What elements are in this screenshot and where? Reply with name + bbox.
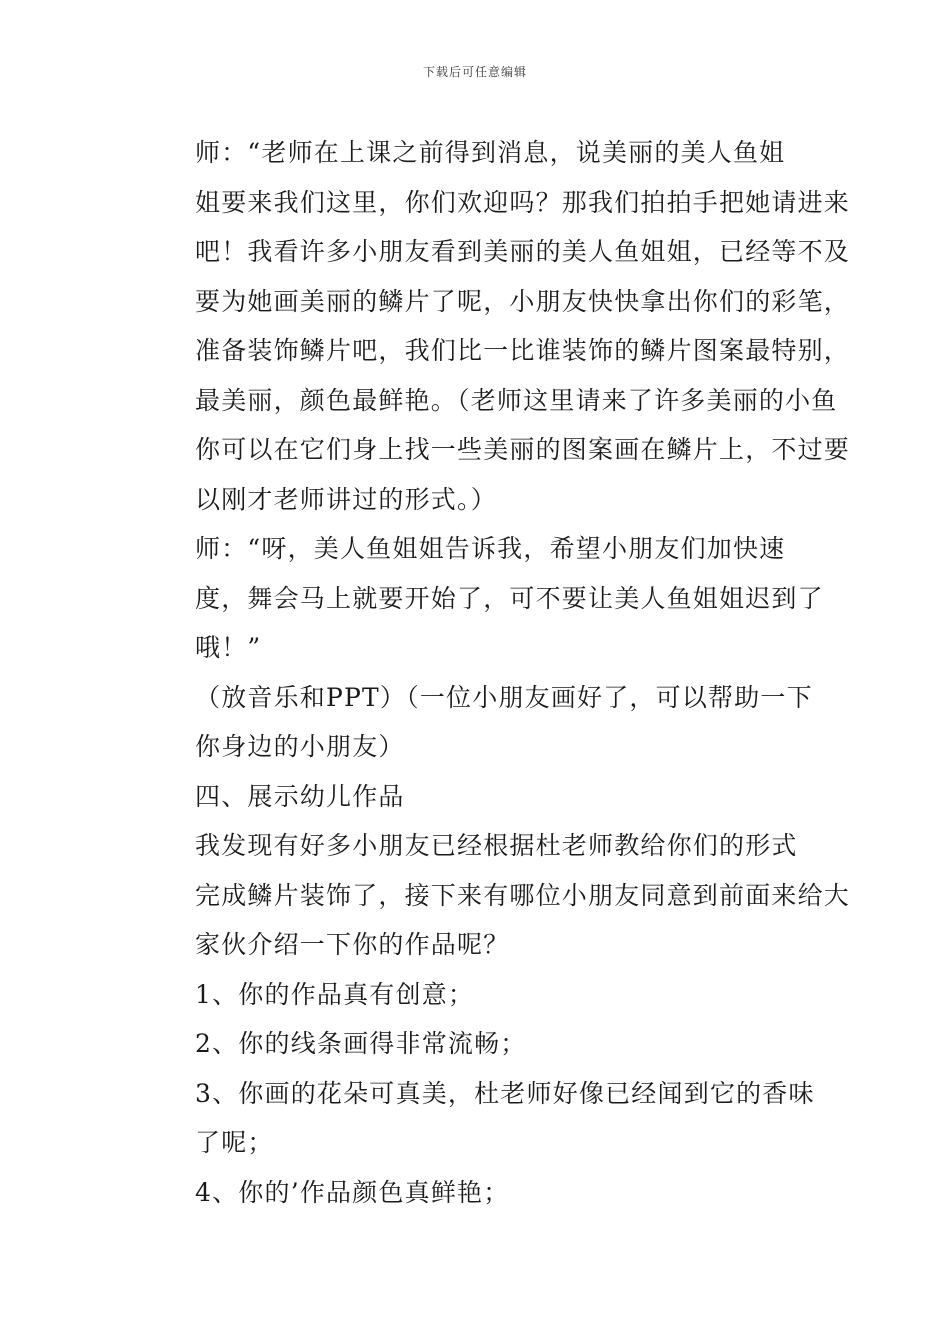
text-line: 家伙介绍一下你的作品呢？ xyxy=(195,930,510,959)
text-line: 四、展示幼儿作品 xyxy=(195,781,405,811)
text-line: 要为她画美丽的鳞片了呢，小朋友快快拿出你们的彩笔， xyxy=(195,286,851,316)
text-line: （放音乐和PPT）（一位小朋友画好了，可以帮助一下 xyxy=(195,682,813,712)
text-line: 师：“呀，美人鱼姐姐告诉我，希望小朋友们加快速 xyxy=(195,534,786,563)
list-item-3 xyxy=(145,1069,815,1168)
text-line: 4、你的’作品颜色真鲜艳； xyxy=(195,1177,510,1207)
document-body xyxy=(145,128,851,1217)
text-line: 准备装饰鳞片吧，我们比一比谁装饰的鳞片图案最特别， xyxy=(195,336,851,365)
text-line: 完成鳞片装饰了，接下来有哪位小朋友同意到前面来给大 xyxy=(195,880,851,910)
paragraph-music-note xyxy=(145,673,813,772)
paragraph-teacher-hurry xyxy=(145,524,824,673)
page-header-note: 下载后可任意编辑 xyxy=(422,65,527,79)
text-line: 最美丽，颜色最鲜艳。（老师这里请来了许多美丽的小鱼 xyxy=(195,385,838,415)
text-line: 我发现有好多小朋友已经根据杜老师教给你们的形式 xyxy=(195,831,798,860)
text-line: 了呢； xyxy=(195,1128,274,1157)
text-line: 师：“老师在上课之前得到消息，说美丽的美人鱼姐 xyxy=(195,138,786,167)
text-line: 以刚才老师讲过的形式。） xyxy=(195,484,497,514)
text-line: 你身边的小朋友） xyxy=(195,732,405,761)
text-line: 吧！我看许多小朋友看到美丽的美人鱼姐姐，已经等不及 xyxy=(195,237,851,266)
text-line: 度，舞会马上就要开始了，可不要让美人鱼姐姐迟到了 xyxy=(195,583,824,613)
text-line: 1、你的作品真有创意； xyxy=(195,979,475,1009)
list-item-1 xyxy=(145,970,807,1020)
list-item-4 xyxy=(145,1168,807,1218)
text-line: 3、你画的花朵可真美，杜老师好像已经闻到它的香味 xyxy=(195,1078,815,1108)
text-line: 你可以在它们身上找一些美丽的图案画在鳞片上，不过要 xyxy=(195,435,851,464)
list-item-2 xyxy=(145,1019,807,1069)
paragraph-showcase xyxy=(145,821,851,970)
section-heading xyxy=(145,772,807,822)
paragraph-teacher-intro xyxy=(145,128,851,524)
text-line: 哦！” xyxy=(195,633,262,662)
text-line: 2、你的线条画得非常流畅； xyxy=(195,1029,527,1058)
text-line: 姐要来我们这里，你们欢迎吗？那我们拍拍手把她请进来 xyxy=(195,187,851,217)
